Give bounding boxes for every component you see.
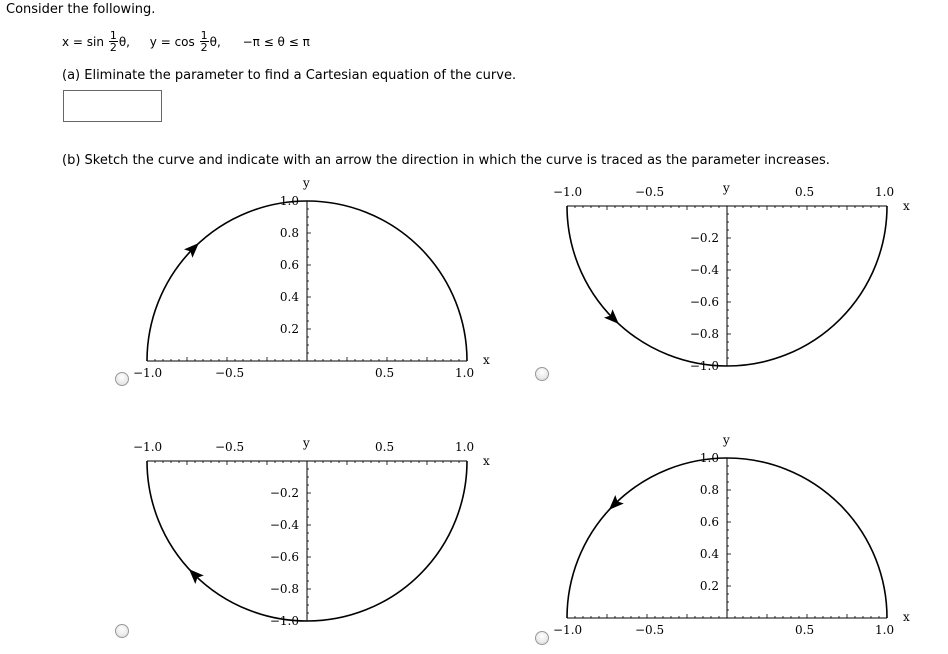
option-b-y-axis-label: y	[723, 181, 730, 195]
option-a-y-tick-label: 0.2	[279, 322, 299, 336]
option-b-y-tick-label: −0.2	[689, 231, 719, 245]
parameter-range: −π ≤ θ ≤ π	[242, 34, 310, 49]
x-frac-num: 1	[109, 29, 117, 42]
option-c-radio[interactable]	[115, 624, 129, 638]
option-c-x-tick-label: −0.5	[215, 440, 245, 454]
option-a-x-tick-label: −0.5	[215, 366, 245, 380]
option-d-y-axis-label: y	[723, 433, 730, 447]
y-frac-num: 1	[200, 29, 208, 42]
option-d-x-tick-label: −1.0	[553, 623, 583, 637]
option-b-y-tick-label: −0.6	[689, 295, 719, 309]
option-c-y-tick-label: −0.6	[269, 550, 299, 564]
option-a-y-tick-label: 0.8	[279, 226, 299, 240]
option-a-y-tick-label: 0.6	[279, 258, 299, 272]
option-b-radio[interactable]	[535, 367, 549, 381]
option-d-y-tick-label: 1.0	[699, 451, 719, 465]
option-d-y-tick-label: 0.6	[699, 515, 719, 529]
question-intro: Consider the following.	[6, 2, 156, 17]
option-d-radio[interactable]	[535, 631, 549, 645]
option-d-x-tick-label: 0.5	[795, 623, 815, 637]
option-a-x-axis-label: x	[483, 353, 490, 367]
option-b-x-tick-label: −1.0	[553, 185, 583, 199]
option-c-x-tick-label: 1.0	[455, 440, 475, 454]
option-d-y-tick-label: 0.2	[699, 579, 719, 593]
option-a-x-tick-label: 1.0	[455, 366, 475, 380]
option-d-x-tick-label: 1.0	[875, 623, 895, 637]
option-a-y-axis-label: y	[303, 176, 310, 190]
option-a-radio[interactable]	[115, 372, 129, 386]
x-theta: θ,	[118, 34, 130, 49]
option-c-y-tick-label: −1.0	[269, 614, 299, 628]
y-theta: θ,	[209, 34, 221, 49]
option-b-x-axis-label: x	[903, 199, 910, 213]
option-c-y-tick-label: −0.8	[269, 582, 299, 596]
x-frac-den: 2	[109, 41, 117, 54]
option-c-y-tick-label: −0.4	[269, 518, 299, 532]
option-c-y-tick-label: −0.2	[269, 486, 299, 500]
option-c-x-tick-label: 0.5	[375, 440, 395, 454]
option-b-y-tick-label: −0.8	[689, 327, 719, 341]
option-c-y-axis-label: y	[303, 436, 310, 450]
y-frac-den: 2	[200, 41, 208, 54]
option-c-x-axis-label: x	[483, 454, 490, 468]
option-d-y-tick-label: 0.4	[699, 547, 719, 561]
option-a-x-tick-label: 0.5	[375, 366, 395, 380]
part-b-prompt: (b) Sketch the curve and indicate with an arrow the direction in which the curve is traced as the parameter increases.	[62, 153, 830, 168]
option-d-x-tick-label: −0.5	[635, 623, 665, 637]
option-a-y-tick-label: 1.0	[279, 194, 299, 208]
option-d-x-axis-label: x	[903, 610, 910, 624]
option-b-y-tick-label: −0.4	[689, 263, 719, 277]
option-a-x-tick-label: −1.0	[133, 366, 163, 380]
x-equation-label: x = sin	[62, 34, 104, 49]
option-a-y-tick-label: 0.4	[279, 290, 299, 304]
part-a-prompt: (a) Eliminate the parameter to find a Cartesian equation of the curve.	[62, 68, 517, 83]
option-b-x-tick-label: 1.0	[875, 185, 895, 199]
option-d-y-tick-label: 0.8	[699, 483, 719, 497]
option-b-y-tick-label: −1.0	[689, 359, 719, 373]
y-equation-label: y = cos	[149, 34, 195, 49]
option-b-x-tick-label: 0.5	[795, 185, 815, 199]
option-c-x-tick-label: −1.0	[133, 440, 163, 454]
option-b-x-tick-label: −0.5	[635, 185, 665, 199]
